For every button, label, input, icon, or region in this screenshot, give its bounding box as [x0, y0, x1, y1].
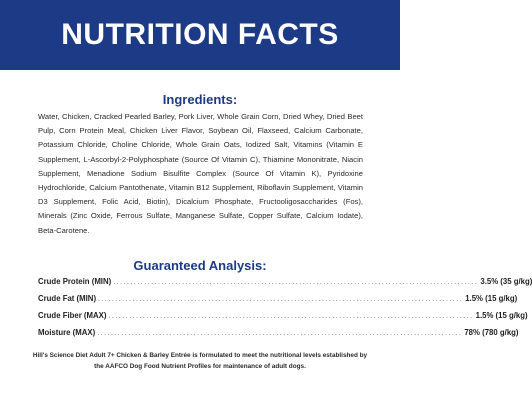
dot-leader: .......................................................................................................... — [98, 296, 464, 303]
analysis-row-crude-protein — [38, 277, 532, 294]
dot-leader: .......................................................................................................... — [113, 279, 479, 286]
dot-leader: .......................................................................................................... — [97, 330, 463, 337]
analysis-row-crude-fiber — [38, 311, 528, 328]
guaranteed-analysis-heading: Guaranteed Analysis: — [133, 258, 267, 273]
analysis-value: 1.5% (15 g/kg) — [465, 294, 518, 303]
analysis-label: Moisture (MAX) — [38, 328, 96, 337]
ingredients-text: Water, Chicken, Cracked Pearled Barley, Pork Liver, Whole Grain Corn, Dried Whey, Dried Beet Pulp, Corn Protein Meal, Chicken Liver Flavor, Soybean Oil, Flaxseed, Calcium Carbonate, Potassium Chloride, Choline Chloride, Whole Grain Oats, Iodized Salt, Vitamins (Vitamin E Supplement, L-Ascorbyl-2-Polyphosphate (Source Of Vitamin C), Thiamine Mononitrate, Niacin Supplement, Menadione Sodium Bisulfite Complex (Source Of Vitamin K), Pyridoxine Hydrochloride, Calcium Pantothenate, Vitamin B12 Supplement, Riboflavin Supplement, Vitamin D3 Supplement, Folic Acid, Biotin), Dicalcium Phosphate, Fructooligosaccharides (Fos), Minerals (Zinc Oxide, Ferrous Sulfate, Manganese Sulfate, Copper Sulfate, Calcium Iodate), Beta-Carotene. — [38, 112, 363, 235]
header-banner — [0, 0, 400, 70]
formulation-statement: Hill's Science Diet Adult 7+ Chicken & Barley Entrée is formulated to meet the nutritional levels established by the AAFCO Dog Food Nutrient Profiles for maintenance of adult dogs. — [32, 352, 368, 370]
analysis-label: Crude Fiber (MAX) — [38, 311, 107, 320]
analysis-value: 3.5% (35 g/kg) — [480, 277, 532, 286]
analysis-value: 1.5% (15 g/kg) — [475, 311, 528, 320]
guaranteed-analysis-table — [38, 277, 532, 345]
analysis-row-moisture — [38, 328, 519, 345]
page-title: NUTRITION FACTS — [61, 18, 339, 51]
dot-leader: .......................................................................................................... — [108, 313, 474, 320]
analysis-label: Crude Protein (MIN) — [38, 277, 112, 286]
analysis-label: Crude Fat (MIN) — [38, 294, 97, 303]
analysis-row-crude-fat — [38, 294, 518, 311]
analysis-value: 78% (780 g/kg) — [464, 328, 519, 337]
ingredients-heading: Ingredients: — [162, 92, 238, 107]
